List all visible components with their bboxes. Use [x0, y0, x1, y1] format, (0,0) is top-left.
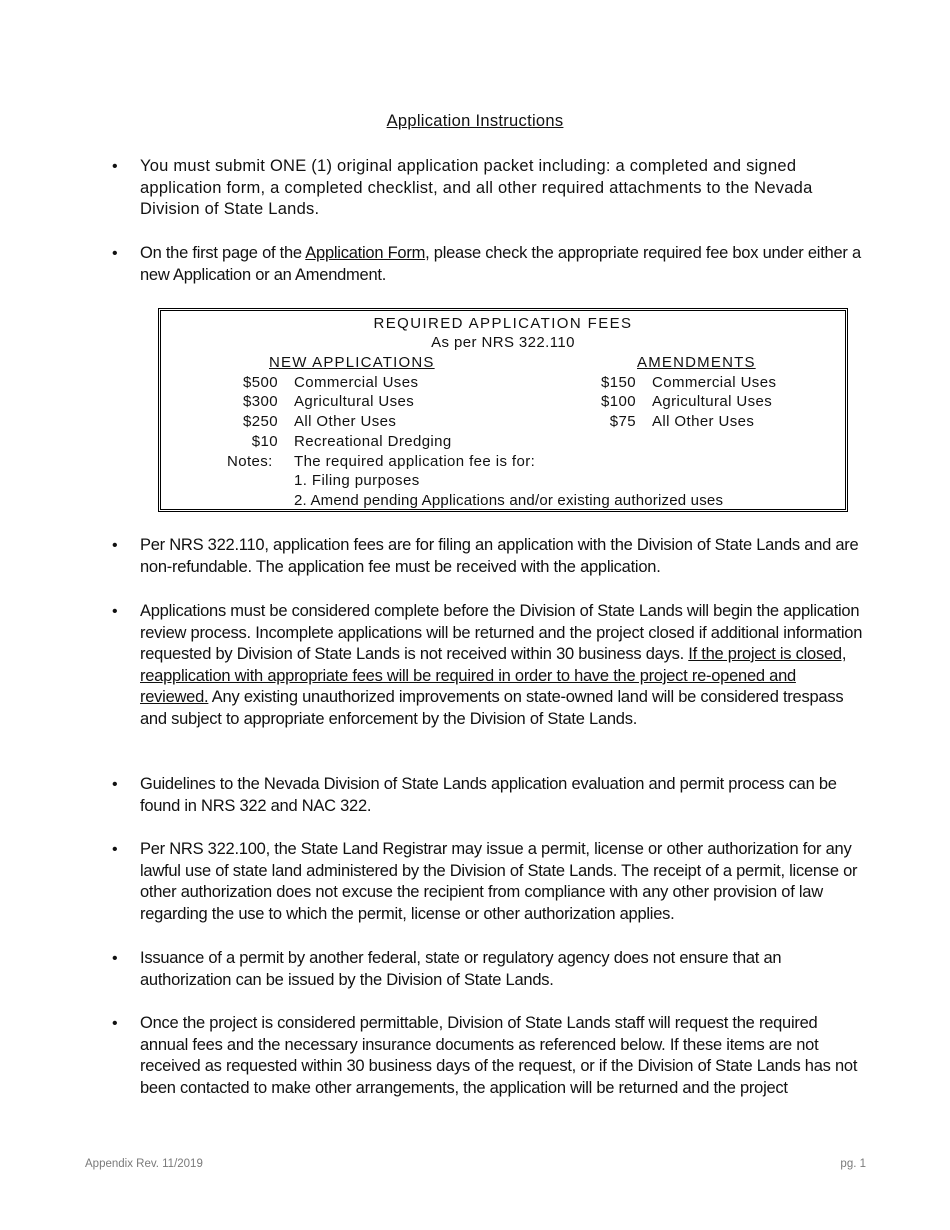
footer-revision: Appendix Rev. 11/2019	[85, 1158, 203, 1170]
bullet-text: Issuance of a permit by another federal, state or regulatory agency does not ensure that an authorization can be issued by the Division of State Lands.	[140, 949, 782, 989]
bullet-text: Applications must be considered complete before the Division of State Lands will begin the application review process. Incomplete applications will be returned and the project closed if additional information requested by Division of State Lands is not received within 30 business days.	[140, 602, 863, 663]
note-item: 2. Amend pending Applications and/or existing authorized uses	[294, 492, 724, 509]
amend-fee-amount: $75	[609, 413, 636, 430]
bullet-guidelines	[140, 774, 868, 817]
notes-intro: The required application fee is for:	[294, 453, 536, 470]
bullet-registrar-authorization	[140, 839, 868, 925]
new-fee-label: All Other Uses	[294, 413, 397, 430]
fee-table-heading: REQUIRED APPLICATION FEES	[373, 315, 633, 332]
amend-fee-amount: $150	[601, 374, 636, 391]
new-fee-label: Agricultural Uses	[294, 393, 415, 410]
bullet-text: Per NRS 322.110, application fees are for filing an application with the Division of State Lands and are non-refundable. The application fee must be received with the application.	[140, 536, 859, 576]
bullet-text: On the first page of the	[140, 244, 306, 262]
application-form-link[interactable]: Application Form	[305, 244, 426, 262]
bullet-submit-packet	[140, 156, 868, 221]
amend-fee-amount: $100	[601, 393, 636, 410]
new-fee-amount: $250	[243, 413, 278, 430]
bullet-text: Once the project is considered permittable, Division of State Lands staff will request the required annual fees and the necessary insurance documents as referenced below. If these items are not received as requested within 30 business days of the request, or if the Division of State Lands has not been contacted to make other arrangements, the application will be returned and the project	[140, 1014, 858, 1097]
amendments-header: AMENDMENTS	[637, 354, 756, 371]
amend-fee-label: All Other Uses	[652, 413, 755, 430]
note-item: 1. Filing purposes	[294, 472, 420, 489]
bullet-non-refundable	[140, 535, 868, 578]
bullet-text: You must submit ONE (1) original application packet including: a completed and signed application form, a completed checklist, and all other required attachments to the Nevada Division of State Lands.	[140, 157, 813, 218]
new-applications-header: NEW APPLICATIONS	[269, 354, 435, 371]
amend-fee-label: Commercial Uses	[652, 374, 777, 391]
page-title: Application Instructions	[386, 112, 564, 130]
notes-label: Notes:	[227, 453, 273, 470]
new-fee-label: Recreational Dredging	[294, 433, 452, 450]
reapplication-notice: If the project is closed, reapplication with appropriate fees will be required in order to have the project re-opened and reviewed.	[140, 645, 847, 706]
new-fee-amount: $10	[251, 433, 278, 450]
bullet-complete-applications	[140, 601, 868, 730]
bullet-fee-box-instruction	[140, 243, 868, 286]
footer-page-number: pg. 1	[840, 1158, 866, 1170]
bullet-text: Guidelines to the Nevada Division of State Lands application evaluation and permit process can be found in NRS 322 and NAC 322.	[140, 775, 837, 815]
bullet-other-agency	[140, 948, 868, 991]
required-fees-table	[158, 308, 848, 512]
bullet-text: Any existing unauthorized improvements on state-owned land will be considered trespass and subject to appropriate enforcement by the Division of State Lands.	[140, 688, 844, 728]
new-fee-label: Commercial Uses	[294, 374, 419, 391]
amend-fee-label: Agricultural Uses	[652, 393, 773, 410]
fee-table-subheading: As per NRS 322.110	[431, 334, 575, 351]
bullet-text: , please check the appropriate required fee box under either a new Application or an Amendment.	[140, 244, 861, 284]
new-fee-amount: $300	[243, 393, 278, 410]
bullet-permittable	[140, 1013, 868, 1099]
bullet-text: Per NRS 322.100, the State Land Registrar may issue a permit, license or other authorization for any lawful use of state land administered by the Division of State Lands. The receipt of a permit, license or other authorization does not excuse the recipient from compliance with any other provision of law regarding the use to which the permit, license or other authorization applies.	[140, 840, 858, 923]
new-fee-amount: $500	[243, 374, 278, 391]
